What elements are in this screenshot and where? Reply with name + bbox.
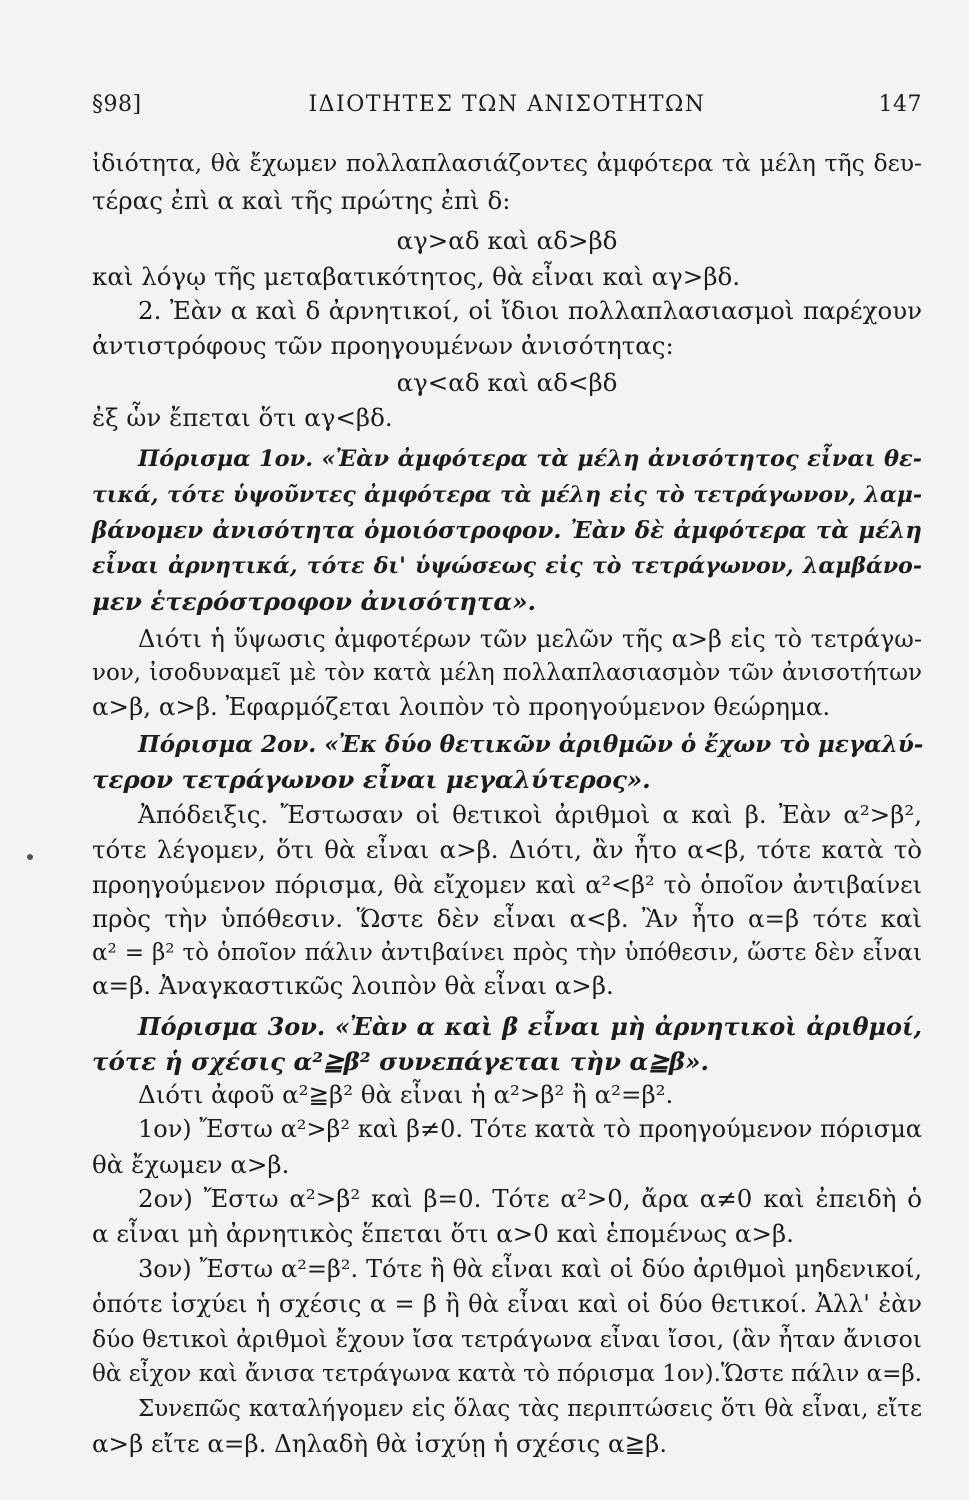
page-title: ΙΔΙΟΤΗΤΕΣ ΤΩΝ ΑΝΙΣΟΤΗΤΩΝ: [308, 92, 706, 117]
text-line: Συνεπῶς καταλήγομεν εἰς ὅλας τὰς περιπτώσεις ὅτι θὰ εἶναι, εἴτε: [138, 1396, 922, 1422]
text-line: ἐξ ὧν ἔπεται ὅτι αγ<βδ.: [92, 403, 393, 432]
case-3-line: 3ον) Ἔστω α²=β². Τότε ἢ θὰ εἶναι καὶ οἱ δύο ἀριθμοὶ μηδενικοί,: [138, 1255, 922, 1283]
text-line: νον, ἰσοδυναμεῖ μὲ τὸν κατὰ μέλη πολλαπλασιασμὸν τῶν ἀνισοτήτων: [92, 660, 922, 686]
corollary-1-text: εἶναι ἀρνητικά, τότε δι' ὑψώσεως εἰς τὸ τετράγωνον, λαμβάνο-: [92, 553, 922, 579]
running-header: [92, 84, 922, 124]
corollary-2-text: τερον τετράγωνον εἶναι μεγαλύτερος».: [92, 765, 651, 794]
text-line: θὰ εἶχον καὶ ἄνισα τετράγωνα κατὰ τὸ πόρισμα 1ον).Ὥστε πάλιν α=β.: [92, 1361, 922, 1387]
text-line: α=β. Ἀναγκαστικῶς λοιπὸν θὰ εἶναι α>β.: [92, 971, 614, 1000]
corollary-3-text: τότε ἡ σχέσις α²≧β² συνεπάγεται τὴν α≧β».: [92, 1047, 710, 1076]
text-line: ἰδιότητα, θὰ ἔχωμεν πολλαπλασιάζοντες ἀμφότερα τὰ μέλη τῆς δευ-: [92, 149, 922, 177]
corollary-1-text: μεν ἑτερόστροφον ἀνισότητα».: [92, 587, 537, 616]
text-line: τέρας ἐπὶ α καὶ τῆς πρώτης ἐπὶ δ:: [92, 186, 511, 215]
section-number: §98]: [92, 92, 142, 117]
proof-line: Ἀπόδειξις. Ἔστωσαν οἱ θετικοὶ ἀριθμοὶ α καὶ β. Ἐὰν α²>β²,: [138, 800, 922, 829]
formula-line: αγ<αδ καὶ αδ<βδ: [396, 368, 618, 397]
formula-line: αγ>αδ καὶ αδ>βδ: [396, 226, 618, 255]
text-line: α>β εἴτε α=β. Δηλαδὴ θὰ ἰσχύῃ ἡ σχέσις α≧β.: [92, 1429, 668, 1458]
text-line: τότε λέγομεν, ὅτι θὰ εἶναι α>β. Διότι, ἂν ἦτο α<β, τότε κατὰ τὸ: [92, 835, 922, 864]
corollary-1-heading: Πόρισμα 1ον. «Ἐὰν ἀμφότερα τὰ μέλη ἀνισότητος εἶναι θε-: [138, 446, 922, 472]
text-line: καὶ λόγῳ τῆς μεταβατικότητος, θὰ εἶναι καὶ αγ>βδ.: [92, 262, 741, 291]
text-line: θὰ ἔχωμεν α>β.: [92, 1150, 290, 1179]
text-line: Διότι ἀφοῦ α²≧β² θὰ εἶναι ἡ α²>β² ἢ α²=β².: [138, 1080, 674, 1109]
case-2-line: 2ον) Ἔστω α²>β² καὶ β=0. Τότε α²>0, ἄρα α≠0 καὶ ἐπειδὴ ὁ: [138, 1184, 922, 1213]
text-line: ὁπότε ἰσχύει ἡ σχέσις α = β ἢ θὰ εἶναι καὶ οἱ δύο θετικοί. Ἀλλ' ἐὰν: [92, 1290, 922, 1318]
text-line: α² = β² τὸ ὁποῖον πάλιν ἀντιβαίνει πρὸς τὴν ὑπόθεσιν, ὥστε δὲν εἶναι: [92, 940, 922, 966]
corollary-1-text: βάνομεν ἀνισότητα ὁμοιόστροφον. Ἐὰν δὲ ἀμφότερα τὰ μέλη: [92, 517, 922, 544]
corollary-3-heading: Πόρισμα 3ον. «Ἐὰν α καὶ β εἶναι μὴ ἀρνητικοὶ ἀριθμοί,: [138, 1012, 922, 1041]
text-line: ἀντιστρόφους τῶν προηγουμένων ἀνισότητας:: [92, 331, 674, 360]
text-line: α εἶναι μὴ ἀρνητικὸς ἕπεται ὅτι α>0 καὶ ἑπομένως α>β.: [92, 1219, 794, 1248]
corollary-2-heading: Πόρισμα 2ον. «Ἐκ δύο θετικῶν ἀριθμῶν ὁ ἔχων τὸ μεγαλύ-: [138, 731, 924, 758]
corollary-1-text: τικά, τότε ὑψοῦντες ἀμφότερα τὰ μέλη εἰς τὸ τετράγωνον, λαμ-: [92, 482, 922, 508]
text-line: προηγούμενον πόρισμα, θὰ εἴχομεν καὶ α²<β² τὸ ὁποῖον ἀντιβαίνει: [92, 871, 922, 899]
text-line: πρὸς τὴν ὑπόθεσιν. Ὥστε δὲν εἶναι α<β. Ἂν ἦτο α=β τότε καὶ: [92, 904, 922, 933]
text-line: 2. Ἐὰν α καὶ δ ἀρνητικοί, οἱ ἴδιοι πολλαπλασιασμοὶ παρέχουν: [138, 296, 922, 325]
page-number: 147: [878, 92, 922, 117]
text-line: Διότι ἡ ὕψωσις ἀμφοτέρων τῶν μελῶν τῆς α>β εἰς τὸ τετράγω-: [138, 625, 922, 653]
margin-mark: [27, 854, 33, 860]
text-line: δύο θετικοὶ ἀριθμοὶ ἔχουν ἴσα τετράγωνα εἶναι ἴσοι, (ἂν ἦταν ἄνισοι: [92, 1325, 922, 1353]
case-1-line: 1ον) Ἔστω α²>β² καὶ β≠0. Τότε κατὰ τὸ προηγούμενον πόρισμα: [138, 1115, 922, 1143]
text-line: α>β, α>β. Ἐφαρμόζεται λοιπὸν τὸ προηγούμενον θεώρημα.: [92, 692, 831, 721]
